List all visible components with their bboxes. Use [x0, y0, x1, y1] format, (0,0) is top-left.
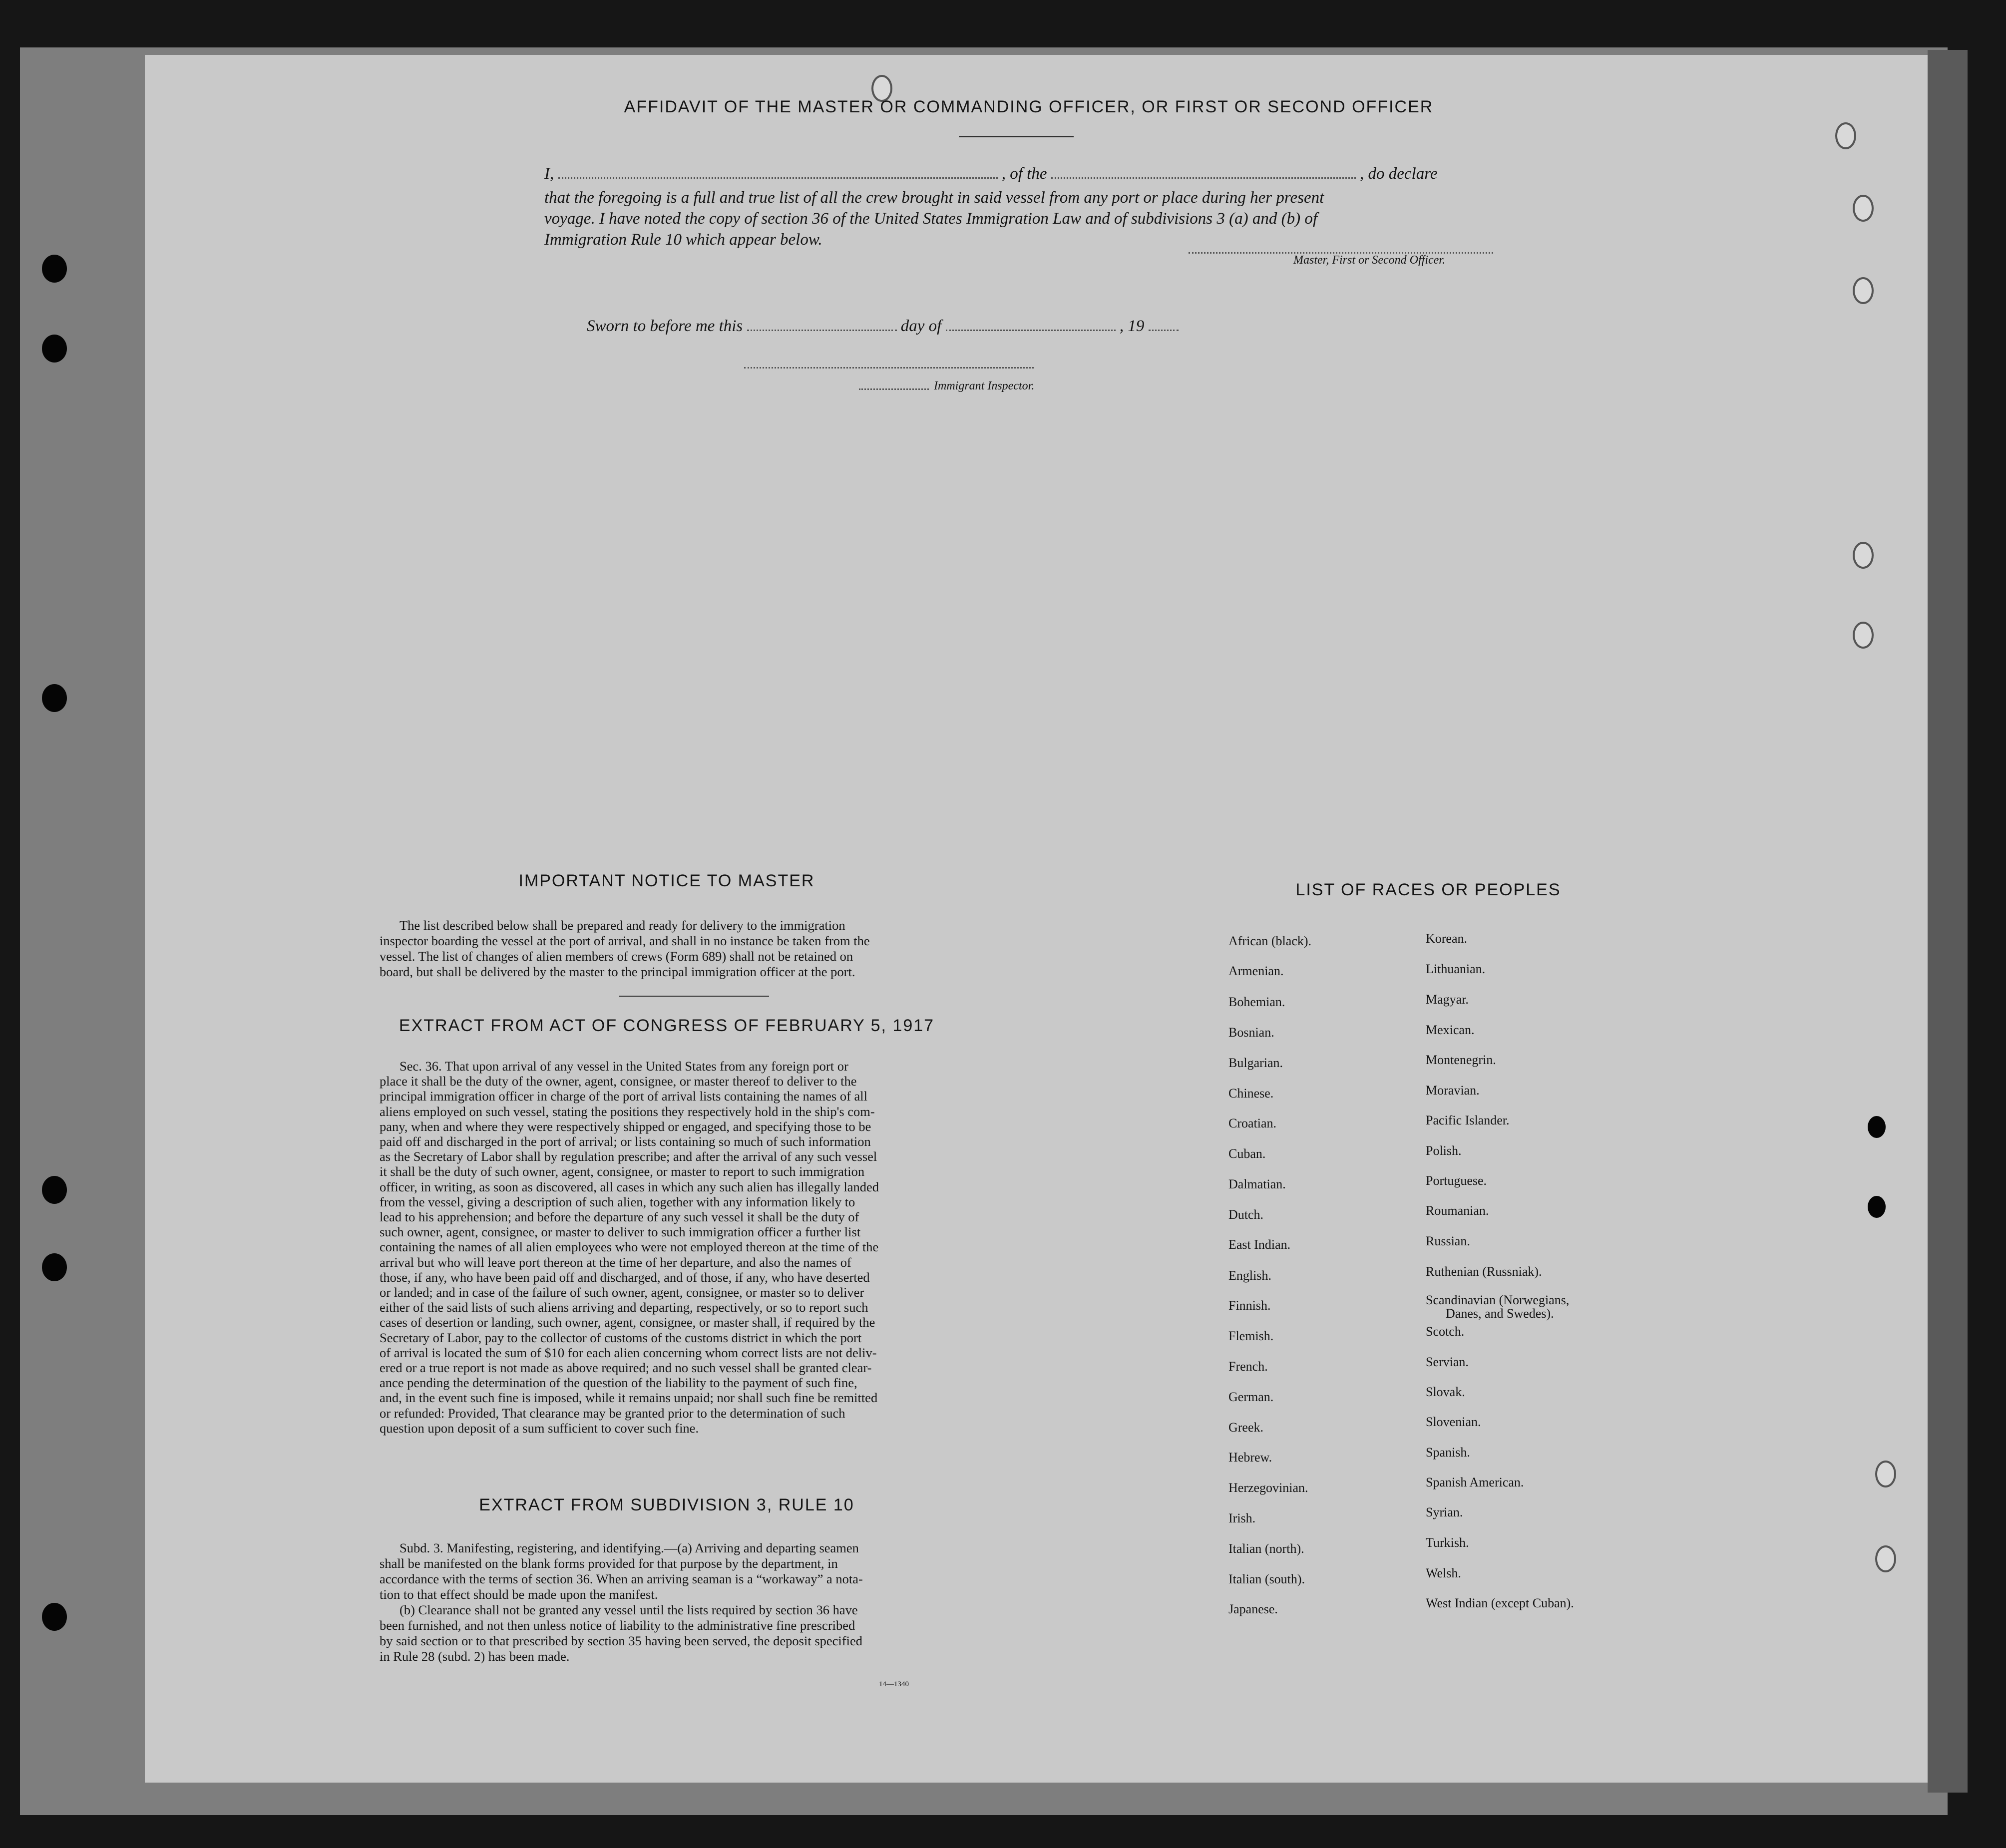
- notice-line: The list described below shall be prepared and ready for delivery to the immigration: [400, 918, 845, 933]
- race-item: Servian.: [1426, 1355, 1469, 1369]
- binder-hole-icon: [1868, 1116, 1886, 1138]
- race-item: Scandinavian (Norwegians,: [1426, 1293, 1570, 1307]
- race-item: Dalmatian.: [1228, 1177, 1286, 1191]
- rule-line: (b) Clearance shall not be granted any vessel until the lists required by section 36 have: [400, 1602, 858, 1617]
- race-item: East Indian.: [1228, 1237, 1291, 1252]
- declaration-line-4: Immigration Rule 10 which appear below.: [544, 231, 822, 249]
- act-line: Secretary of Labor, pay to the collector of customs of the customs district in which the port: [380, 1330, 862, 1345]
- race-item: Greek.: [1228, 1420, 1264, 1435]
- race-item: Mexican.: [1426, 1023, 1475, 1037]
- race-item: Irish.: [1228, 1511, 1256, 1525]
- act-line: arrival but who will leave port thereon at the time of her departure, and also the names of: [380, 1254, 851, 1270]
- race-item: Italian (north).: [1228, 1541, 1304, 1556]
- act-line: it shall be the duty of such owner, agent, consignee, or master to report to such immigration: [380, 1164, 865, 1179]
- inspector-caption: Immigrant Inspector.: [934, 379, 1035, 392]
- act-line: question upon deposit of a sum sufficient to cover such fine.: [380, 1420, 699, 1436]
- declaration-line-1: [544, 165, 1437, 183]
- act-line: of arrival is located the sum of $10 for each alien concerning whom correct lists are not deliv-: [380, 1345, 877, 1360]
- declaration-line-3: voyage. I have noted the copy of section 36 of the United States Immigration Law and of subdivisions 3 (a) and (b) of: [544, 210, 1318, 228]
- race-item: Polish.: [1426, 1143, 1462, 1158]
- sworn-day-field[interactable]: [747, 325, 897, 331]
- rule-line: shall be manifested on the blank forms provided for that purpose by the department, in: [380, 1556, 838, 1571]
- master-signature-field[interactable]: [1189, 247, 1493, 254]
- race-item: English.: [1228, 1268, 1271, 1283]
- rule-line: by said section or to that prescribed by section 35 having been served, the deposit specified: [380, 1633, 862, 1648]
- day-of-label: day of: [900, 317, 942, 335]
- rule-extract-title: EXTRACT FROM SUBDIVISION 3, RULE 10: [479, 1495, 854, 1514]
- race-item: African (black).: [1228, 934, 1312, 948]
- binder-hole-icon: [42, 335, 67, 363]
- sworn-month-field[interactable]: [946, 325, 1116, 331]
- race-item: Welsh.: [1426, 1566, 1461, 1580]
- race-item: Herzegovinian.: [1228, 1480, 1308, 1495]
- race-item: Montenegrin.: [1426, 1053, 1496, 1067]
- right-sheet-edge: [1928, 50, 1968, 1793]
- form-number: 14—1340: [879, 1680, 909, 1688]
- declaration-line-2: that the foregoing is a full and true list of all the crew brought in said vessel from any port or place during her present: [544, 189, 1324, 207]
- act-line: lead to his apprehension; and before the departure of any such vessel it shall be the duty of: [380, 1209, 859, 1225]
- of-the-label: , of the: [1001, 165, 1047, 183]
- race-item: Danes, and Swedes).: [1446, 1306, 1554, 1321]
- rule-line: accordance with the terms of section 36. When an arriving seaman is a “workaway” a nota-: [380, 1571, 863, 1586]
- race-item: Italian (south).: [1228, 1572, 1305, 1586]
- punch-hole-icon: [1853, 542, 1874, 569]
- title-divider: [959, 136, 1074, 137]
- punch-hole-icon: [1853, 277, 1874, 304]
- act-line: aliens employed on such vessel, stating the positions they respectively hold in the ship's com-: [380, 1104, 875, 1119]
- binder-hole-icon: [1868, 1196, 1886, 1218]
- act-line: ance pending the determination of the question of the liability to the payment of such fine,: [380, 1375, 857, 1391]
- race-item: Lithuanian.: [1426, 962, 1486, 976]
- race-item: Hebrew.: [1228, 1450, 1272, 1465]
- rule-line: been furnished, and not then unless notice of liability to the administrative fine prescribed: [380, 1618, 855, 1633]
- do-declare-label: , do declare: [1359, 165, 1438, 183]
- sworn-line: [587, 317, 1179, 336]
- act-line: or landed; and in case of the failure of such owner, agent, consignee, or master so to deliver: [380, 1285, 864, 1300]
- act-line: place it shall be the duty of the owner, agent, consignee, or master thereof to deliver to the: [380, 1074, 857, 1089]
- act-line: those, if any, who have been paid off and discharged, and of those, if any, who have deserted: [380, 1269, 870, 1285]
- binder-hole-icon: [42, 684, 67, 712]
- inspector-signature-field[interactable]: [744, 362, 1034, 369]
- notice-line: board, but shall be delivered by the master to the principal immigration officer at the port.: [380, 964, 855, 979]
- act-line: principal immigration officer in charge of the port of arrival lists containing the names of all: [380, 1089, 868, 1104]
- punch-hole-icon: [1853, 195, 1874, 222]
- master-signature-caption: Master, First or Second Officer.: [1293, 254, 1445, 267]
- act-line: and, in the event such fine is imposed, while it remains unpaid; nor shall such fine be remitted: [380, 1390, 878, 1406]
- declarant-prefix: I,: [544, 165, 554, 183]
- rule-line: tion to that effect should be made upon the manifest.: [380, 1587, 658, 1602]
- act-line: from the vessel, giving a description of such alien, together with any information likely to: [380, 1194, 855, 1209]
- act-line: cases of desertion or landing, such owner, agent, consignee, or master shall, if required by the: [380, 1315, 875, 1330]
- race-item: Bosnian.: [1228, 1025, 1274, 1040]
- act-line: either of the said lists of such aliens arriving and departing, respectively, or so to report such: [380, 1300, 868, 1315]
- act-line: officer, in writing, as soon as discovered, all cases in which any such alien has illegally landed: [380, 1179, 879, 1194]
- race-item: Armenian.: [1228, 964, 1284, 978]
- punch-hole-icon: [1875, 1461, 1896, 1487]
- year-label: , 19: [1119, 317, 1145, 335]
- act-line: Sec. 36. That upon arrival of any vessel in the United States from any foreign port or: [400, 1059, 848, 1074]
- act-line: as the Secretary of Labor shall by regulation prescribe; and after the arrival of any such vessel: [380, 1149, 877, 1164]
- race-item: Pacific Islander.: [1426, 1113, 1510, 1127]
- race-item: Croatian.: [1228, 1116, 1277, 1130]
- punch-hole-icon: [1875, 1545, 1896, 1572]
- act-extract-body: [380, 1059, 966, 1436]
- binder-hole-icon: [42, 1253, 67, 1281]
- race-item: Finnish.: [1228, 1298, 1271, 1313]
- affidavit-title: AFFIDAVIT OF THE MASTER OR COMMANDING OFFICER, OR FIRST OR SECOND OFFICER: [624, 97, 1434, 116]
- race-item: Slovenian.: [1426, 1415, 1481, 1429]
- race-item: Russian.: [1426, 1234, 1470, 1248]
- race-item: Roumanian.: [1426, 1203, 1489, 1218]
- vessel-name-field[interactable]: [1051, 172, 1356, 179]
- act-line: paid off and discharged in the port of arrival; or lists containing so much of such information: [380, 1134, 871, 1149]
- binder-hole-icon: [42, 255, 67, 283]
- sworn-year-field[interactable]: [1149, 325, 1179, 331]
- race-item: Magyar.: [1426, 992, 1469, 1007]
- inspector-signature-field-2[interactable]: [859, 383, 929, 390]
- race-item: Chinese.: [1228, 1086, 1274, 1101]
- race-item: Moravian.: [1426, 1083, 1480, 1098]
- rule-extract-body: [380, 1540, 966, 1664]
- notice-line: vessel. The list of changes of alien members of crews (Form 689) shall not be retained on: [380, 949, 853, 964]
- race-item: Spanish American.: [1426, 1475, 1524, 1489]
- act-line: pany, when and where they were respectively shipped or engaged, and specifying those to be: [380, 1118, 871, 1134]
- notice-divider: [619, 996, 769, 997]
- rule-line: in Rule 28 (subd. 2) has been made.: [380, 1649, 570, 1664]
- races-title: LIST OF RACES OR PEOPLES: [1295, 880, 1561, 899]
- act-line: or refunded: Provided, That clearance may be granted prior to the determination of such: [380, 1405, 845, 1421]
- act-line: containing the names of all alien employees who were not employed thereon at the time of the: [380, 1239, 879, 1255]
- officer-name-field[interactable]: [558, 172, 998, 179]
- punch-hole-icon: [1835, 122, 1856, 149]
- race-item: West Indian (except Cuban).: [1426, 1596, 1574, 1610]
- act-line: such owner, agent, consignee, or master to deliver to such immigration officer a further list: [380, 1224, 861, 1240]
- binder-hole-icon: [42, 1603, 67, 1631]
- race-item: Ruthenian (Russniak).: [1426, 1264, 1542, 1279]
- race-item: Portuguese.: [1426, 1173, 1487, 1188]
- race-item: Cuban.: [1228, 1146, 1266, 1161]
- race-item: Syrian.: [1426, 1505, 1463, 1519]
- notice-line: inspector boarding the vessel at the port of arrival, and shall in no instance be taken from the: [380, 933, 870, 948]
- binder-hole-icon: [42, 1176, 67, 1204]
- punch-hole-icon: [1853, 622, 1874, 649]
- sworn-label: Sworn to before me this: [587, 317, 743, 335]
- race-item: German.: [1228, 1390, 1274, 1404]
- race-item: Slovak.: [1426, 1385, 1465, 1399]
- act-extract-title: EXTRACT FROM ACT OF CONGRESS OF FEBRUARY 5, 1917: [399, 1016, 935, 1035]
- race-item: Bulgarian.: [1228, 1056, 1283, 1070]
- race-item: Japanese.: [1228, 1602, 1278, 1616]
- race-item: Turkish.: [1426, 1535, 1469, 1550]
- race-item: Scotch.: [1426, 1324, 1465, 1339]
- act-line: ered or a true report is not made as above required; and no such vessel shall be granted clear-: [380, 1360, 872, 1376]
- notice-body: [380, 918, 966, 980]
- rule-line: Subd. 3. Manifesting, registering, and identifying.—(a) Arriving and departing seamen: [400, 1540, 859, 1555]
- notice-title: IMPORTANT NOTICE TO MASTER: [518, 871, 815, 890]
- race-item: Bohemian.: [1228, 995, 1285, 1009]
- race-item: Flemish.: [1228, 1329, 1274, 1343]
- race-item: Dutch.: [1228, 1207, 1264, 1222]
- race-item: Spanish.: [1426, 1445, 1470, 1460]
- race-item: French.: [1228, 1359, 1268, 1374]
- race-item: Korean.: [1426, 931, 1468, 946]
